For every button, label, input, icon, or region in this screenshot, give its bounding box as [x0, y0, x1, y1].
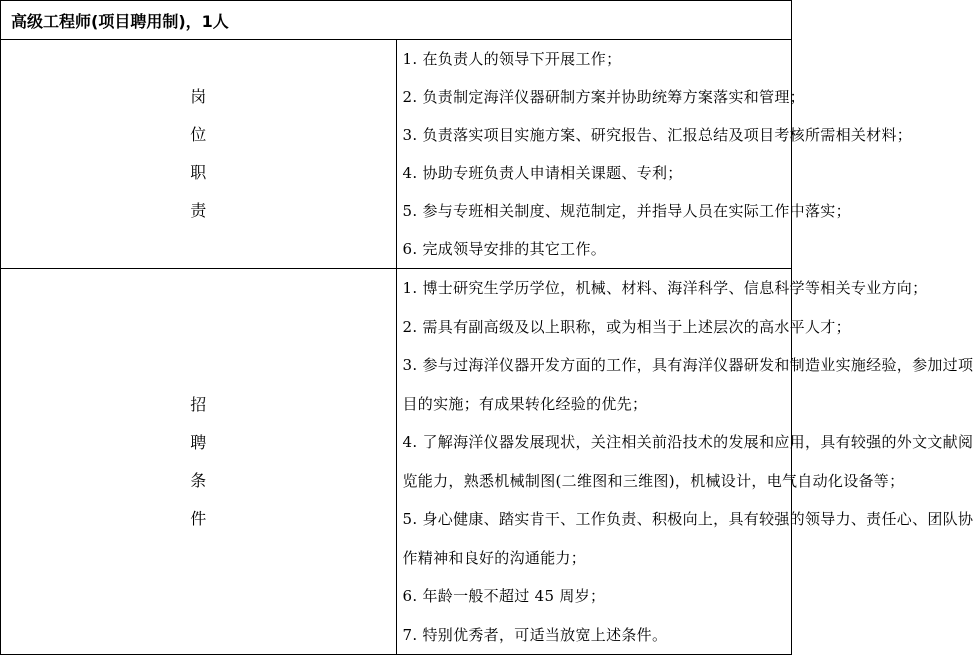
duty-item: 5. 参与专班相关制度、规范制定，并指导人员在实际工作中落实； [402, 202, 851, 220]
position-title: 高级工程师(项目聘用制)，1人 [1, 1, 792, 40]
requirements-label [1, 269, 397, 655]
duties-row [1, 40, 792, 269]
duties-label [1, 40, 397, 269]
duties-label-char: 职 [190, 163, 207, 182]
requirement-line: 目的实施；有成果转化经验的优先； [402, 394, 648, 413]
duty-item: 2. 负责制定海洋仪器研制方案并协助统筹方案落实和管理； [402, 88, 805, 106]
duties-label-char: 责 [190, 201, 207, 220]
requirements-label-char: 条 [190, 470, 207, 490]
requirement-line: 2. 需具有副高级及以上职称，或为相当于上述层次的高水平人才； [402, 317, 851, 336]
requirements-label-char: 件 [190, 508, 207, 528]
requirement-line: 览能力，熟悉机械制图(二维图和三维图)，机械设计，电气自动化设备等； [402, 471, 905, 490]
requirement-line: 4. 了解海洋仪器发展现状，关注相关前沿技术的发展和应用，具有较强的外文文献阅 [402, 433, 973, 451]
requirements-label-char: 招 [190, 394, 207, 414]
requirements-list [396, 269, 973, 655]
requirement-line: 5. 身心健康、踏实肯干、工作负责、积极向上，具有较强的领导力、责任心、团队协 [402, 510, 973, 528]
requirement-line: 3. 参与过海洋仪器开发方面的工作，具有海洋仪器研发和制造业实施经验，参加过项 [402, 356, 973, 374]
requirements-label-char: 聘 [190, 432, 207, 452]
requirements-row [1, 269, 792, 655]
duties-list [396, 40, 913, 269]
requirement-line: 7. 特别优秀者，可适当放宽上述条件。 [402, 625, 668, 644]
duty-item: 1. 在负责人的领导下开展工作； [402, 50, 622, 68]
requirement-line: 1. 博士研究生学历学位，机械、材料、海洋科学、信息科学等相关专业方向； [402, 279, 928, 297]
duty-item: 3. 负责落实项目实施方案、研究报告、汇报总结及项目考核所需相关材料； [402, 126, 913, 144]
requirement-line: 作精神和良好的沟通能力； [402, 548, 587, 567]
duties-label-char: 岗 [190, 87, 207, 106]
duty-item: 4. 协助专班负责人申请相关课题、专利； [402, 164, 683, 182]
header-row [1, 1, 792, 40]
duty-item: 6. 完成领导安排的其它工作。 [402, 240, 607, 258]
duties-label-char: 位 [190, 125, 207, 144]
requirement-line: 6. 年龄一般不超过 45 周岁； [402, 587, 606, 605]
